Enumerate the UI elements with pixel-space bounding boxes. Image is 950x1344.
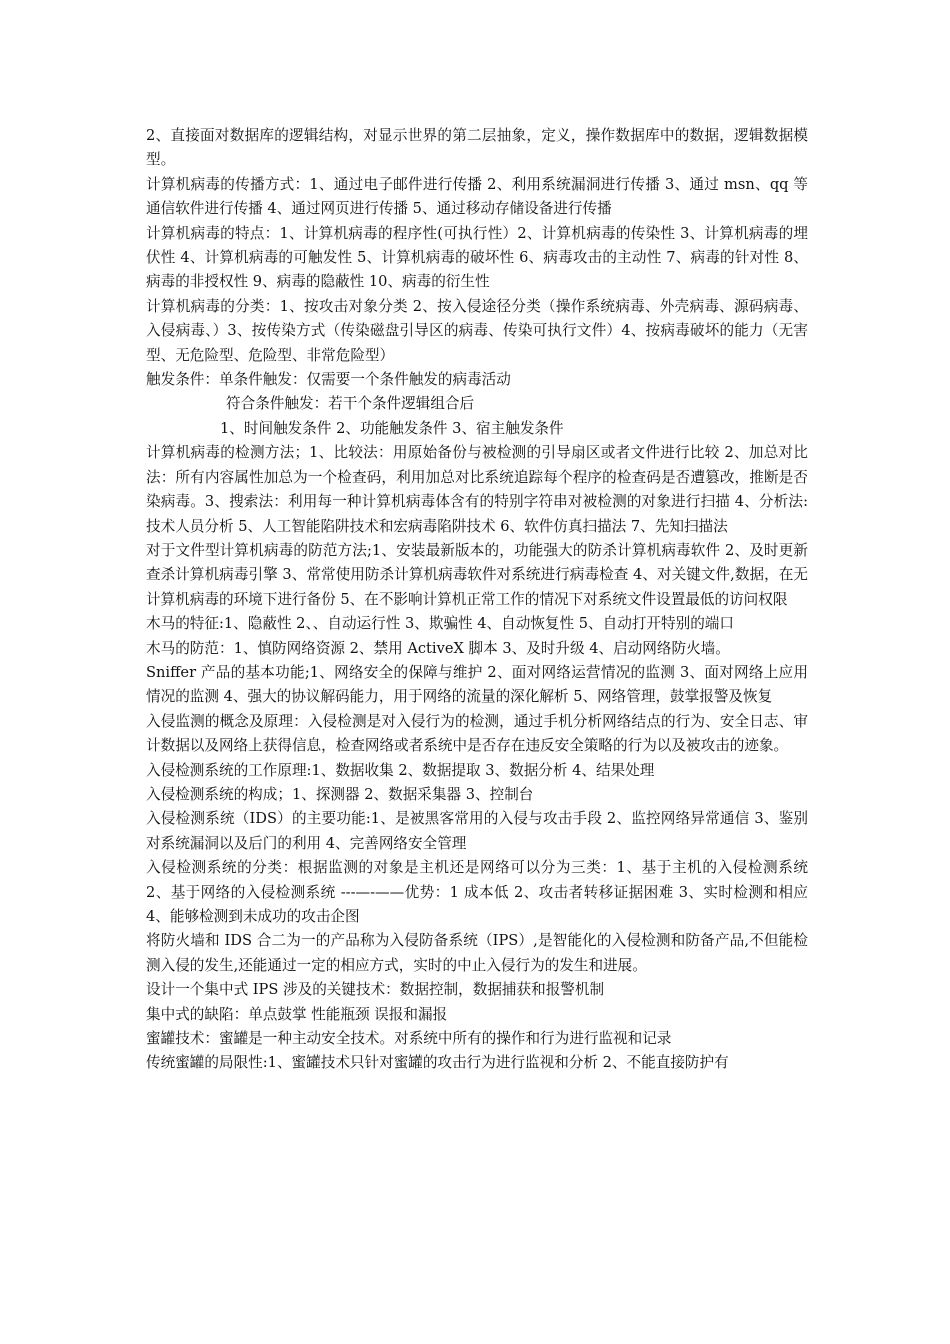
paragraph-intrusion-detection-concept: 入侵监测的概念及原理：入侵检测是对入侵行为的检测，通过手机分析网络结点的行为、安全日志、审计数据以及网络上获得信息，检查网络或者系统中是否存在违反安全策略的行为以及被攻击的迹象。 [146,712,808,755]
paragraph-virus-classification: 计算机病毒的分类：1、按攻击对象分类 2、按入侵途径分类（操作系统病毒、外壳病毒、源码病毒、入侵病毒、）3、按传染方式（传染磁盘引导区的病毒、传染可执行文件）4、按病毒破坏的能力（无害型、无危险型、危险型、非常危险型） [146,297,808,364]
paragraph-honeypot-limitations: 传统蜜罐的局限性:1、蜜罐技术只针对蜜罐的攻击行为进行监视和分析 2、不能直接防护有 [146,1054,729,1072]
paragraph-compound-trigger: 符合条件触发：若干个条件逻辑组合后 [226,395,475,413]
paragraph-virus-propagation: 计算机病毒的传播方式：1、通过电子邮件进行传播 2、利用系统漏洞进行传播 3、通过 msn、qq 等通信软件进行传播 4、通过网页进行传播 5、通过移动存储设备进行传播 [146,175,808,218]
document-body [146,124,808,1076]
paragraph-honeypot-technology: 蜜罐技术：蜜罐是一种主动安全技术。对系统中所有的操作和行为进行监视和记录 [146,1030,672,1048]
paragraph-centralized-defects: 集中式的缺陷：单点鼓掌 性能瓶颈 误报和漏报 [146,1005,448,1023]
paragraph-ids-working-principle: 入侵检测系统的工作原理:1、数据收集 2、数据提取 3、数据分析 4、结果处理 [146,761,655,779]
paragraph-ips-definition: 将防火墙和 IDS 合二为一的产品称为入侵防备系统（IPS）,是智能化的入侵检测和防备产品,不但能检测入侵的发生,还能通过一定的相应方式，实时的中止入侵行为的发生和进展。 [146,932,808,974]
paragraph-trojan-prevention: 木马的防范：1、慎防网络资源 2、禁用 ActiveX 脚本 3、及时升级 4、启动网络防火墙。 [146,639,730,657]
paragraph-sniffer-functions: Sniffer 产品的基本功能;1、网络安全的保障与维护 2、面对网络运营情况的监测 3、面对网络上应用情况的监测 4、强大的协议解码能力，用于网络的流量的深化解析 5、网络管理，鼓掌报警及恢复 [146,663,808,706]
paragraph-trojan-features: 木马的特征:1、隐蔽性 2、、自动运行性 3、欺骗性 4、自动恢复性 5、自动打开特别的端口 [146,615,734,633]
paragraph-trigger-types: 1、时间触发条件 2、功能触发条件 3、宿主触发条件 [220,419,564,437]
paragraph-file-virus-prevention: 对于文件型计算机病毒的防范方法;1、安装最新版本的，功能强大的防杀计算机病毒软件 2、及时更新查杀计算机病毒引擎 3、常常使用防杀计算机病毒软件对系统进行病毒检查 4、对关键文件,数据，在无计算机病毒的环境下进行备份 5、在不影响计算机正常工作的情况下对系统文件设置最低的访问权限 [146,541,808,608]
paragraph-trigger-conditions: 触发条件：单条件触发：仅需要一个条件触发的病毒活动 [146,371,511,389]
paragraph-ids-components: 入侵检测系统的构成；1、探测器 2、数据采集器 3、控制台 [146,785,534,803]
paragraph-ids-classification: 入侵检测系统的分类：根据监测的对象是主机还是网络可以分为三类：1、基于主机的入侵检测系统 2、基于网络的入侵检测系统 ---—-——优势：1 成本低 2、攻击者转移证据困难 3、实时检测和相应 4、能够检测到未成功的攻击企图 [146,859,808,925]
paragraph-ids-main-functions: 入侵检测系统（IDS）的主要功能:1、是被黑客常用的入侵与攻击手段 2、监控网络异常通信 3、鉴别对系统漏洞以及后门的利用 4、完善网络安全管理 [146,810,808,852]
paragraph-detection-methods: 计算机病毒的检测方法；1、比较法：用原始备份与被检测的引导扇区或者文件进行比较 2、加总对比法：所有内容属性加总为一个检查码，利用加总对比系统追踪每个程序的检查码是否遭篡改，推断是否染病毒。3、搜索法：利用每一种计算机病毒体含有的特别字符串对被检测的对象进行扫描 4、分析法:技术人员分析 5、人工智能陷阱技术和宏病毒陷阱技术 6、软件仿真扫描法 7、先知扫描法 [146,444,808,535]
paragraph-virus-characteristics: 计算机病毒的特点：1、计算机病毒的程序性(可执行性）2、计算机病毒的传染性 3、计算机病毒的埋伏性 4、计算机病毒的可触发性 5、计算机病毒的破坏性 6、病毒攻击的主动性 7、病毒的针对性 8、病毒的非授权性 9、病毒的隐蔽性 10、病毒的衍生性 [146,224,808,291]
paragraph-logical-data-model: 2、直接面对数据库的逻辑结构，对显示世界的第二层抽象，定义，操作数据库中的数据，逻辑数据模型。 [146,127,808,169]
paragraph-centralized-ips-tech: 设计一个集中式 IPS 涉及的关键技术：数据控制，数据捕获和报警机制 [146,981,605,999]
